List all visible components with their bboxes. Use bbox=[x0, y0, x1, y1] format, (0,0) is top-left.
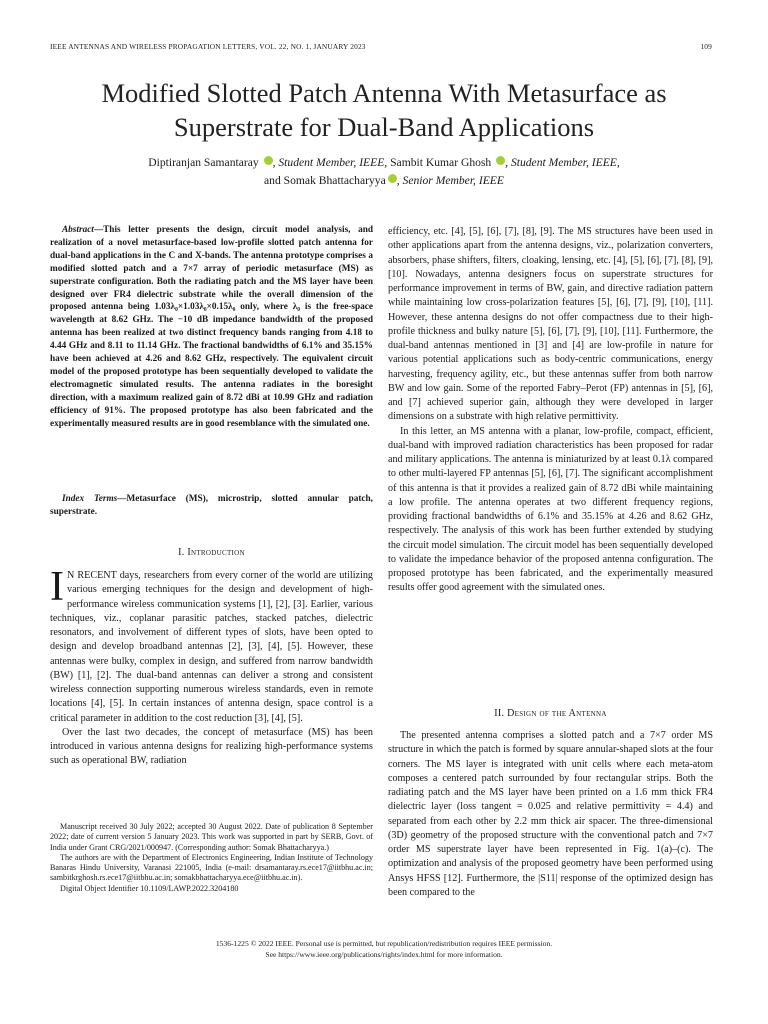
design-paragraph-1: The presented antenna comprises a slotted patch and a 7×7 order MS structure in which the patch is formed by square annular-shaped slots at the four corners. The MS layer is integrated with unit cells where each meta-atom composes a centered patch surrounded by four rectangular strips. Both the radiating patch and the MS layer have been printed on a 1.6 mm thick FR4 dielectric layer (loss tangent = 0.025 and relative permittivity = 4.4) and separated from each other by 2.2 mm thick air spacer. The three-dimensional (3D) geometry of the proposed structure with the conventional patch and 7×7 order MS superstrate layer have been represented in Fig. 1(a)–(c). The optimization and analysis of the proposed geometry have been performed using Ansys HFSS [12]. Furthermore, the |S11| response of the optimized design has been compared to the bbox=[388, 730, 713, 898]
section-title: Design of the Antenna bbox=[507, 708, 607, 719]
footnote-doi: Digital Object Identifier 10.1109/LAWP.2022.3204180 bbox=[60, 883, 239, 893]
orcid-icon[interactable] bbox=[264, 156, 273, 165]
footnote-manuscript: Manuscript received 30 July 2022; accepted 30 August 2022. Date of publication 8 September 2022; date of current version 5 January 2023. This work was supported in part by SERB, Govt. of India under Grant CRG/2021/000947. (Corresponding author: Somak Bhattacharyya.) bbox=[50, 822, 373, 852]
journal-name: IEEE ANTENNAS AND WIRELESS PROPAGATION LETTERS, VOL. 22, NO. 1, JANUARY 2023 bbox=[50, 42, 366, 51]
abstract-label: Abstract bbox=[62, 225, 94, 235]
footnote-affiliation: The authors are with the Department of Electronics Engineering, Indian Institute of Technology Banaras Hindu University, Varanasi 221005, India (e-mail: drsamantaray.rs.ece17@iitbhu.ac.in; sambitkrghosh.rs.ece17@iitbhu.ac.in; somakbhattacharyya.ece@iitbhu.ac.in). bbox=[50, 852, 373, 883]
section-heading-introduction bbox=[50, 546, 373, 560]
author-name-1: Diptiranjan Samantaray bbox=[148, 156, 259, 169]
author-name-3: and Somak Bhattacharyya bbox=[264, 174, 386, 187]
drop-cap: I bbox=[50, 564, 64, 610]
right-paragraph-1: efficiency, etc. [4], [5], [6], [7], [8], [9]. The MS structures have been used in other applications apart from the antenna designs, viz., polarization converters, absorbers, phase shifters, filters, cloaking, lensing, etc. [4], [5], [6], [7], [8], [9], [10]. Nowadays, antenna designers focus on superstrate structures for performance improvement in terms of BW, gain, and directive radiation pattern while maintaining low cross-polarization features [5], [6], [7], [9], [10], [11]. However, these antenna designs do not offer compactness due to their high-profile thickness and bulky nature [5], [6], [7], [9], [10], [11]. Furthermore, the dual-band antennas mentioned in [3] and [4] are low-profile in nature for various potential applications such as body-centric communications, energy harvesting, frequency agility, etc., but these antennas suffer from both narrow BW and low gain. Some of the reported Fabry–Perot (FP) antennas in [5], [6], and [7] achieved superior gain, although they were developed in larger dimensions on a substrate with high relative permittivity. bbox=[388, 226, 713, 423]
running-header bbox=[50, 42, 712, 56]
intro-paragraph-1: N RECENT days, researchers from every corner of the world are utilizing various emerging techniques for the design and development of high-performance wireless communication systems [1], [2], [3]. Earlier, various techniques, viz., coplanar parasitic patches, stacked patches, dielectric resonators, and involvement of different types of slots, have been opted to design and develop broadband antennas [2], [3], [4], [5]. However, these antennas were bulky, complex in design, and suffered from narrow bandwidth (BW) [1], [2]. The dual-band antennas can deliver a strong and consistent wireless connection supporting numerous wireless standards, even in remote locations [4], [5]. In certain instances of antenna design, space control is a critical parameter in addition to the cost reduction [3], [4], [5]. bbox=[50, 570, 373, 724]
author-role-2: , Student Member, IEEE, bbox=[505, 156, 620, 169]
section-heading-design bbox=[388, 707, 713, 721]
right-column-body bbox=[388, 225, 713, 596]
paper-title bbox=[40, 76, 728, 144]
right-paragraph-2: In this letter, an MS antenna with a planar, low-profile, compact, efficient, dual-band with improved radiation characteristics has been proposed for radar and military applications. The antenna is miniaturized by at least 0.1λ compared to other multi-layered FP antennas [5], [6], [7]. The significant accomplishment of this antenna is that it provides a realized gain of 8.72 dBi while maintaining a low profile. The antenna operates at two different frequency regions, providing fractional bandwidths of 6.1% and 35.15% at 4.26 and 8.62 GHz, respectively. The analysis of this work has been further extended by studying the circuit model simulation. The circuit model has been sequentially developed to validate the impedance behavior of the proposed antenna configuration. The proposed prototype has been fabricated, and the experimentally measured results offer good agreement with the simulated ones. bbox=[388, 425, 713, 594]
author-line-1 bbox=[40, 154, 728, 172]
author-list bbox=[40, 154, 728, 190]
intro-paragraph-2: Over the last two decades, the concept of metasurface (MS) has been introduced in various antenna designs for realizing high-performance systems such as operational BW, radiation bbox=[50, 726, 373, 767]
index-terms-text: Metasurface (MS), microstrip, slotted annular patch, superstrate. bbox=[50, 494, 373, 517]
section-number: I. bbox=[178, 547, 188, 558]
orcid-icon[interactable] bbox=[496, 156, 505, 165]
introduction-body bbox=[50, 564, 373, 769]
author-line-2 bbox=[40, 172, 728, 190]
author-role-3: , Senior Member, IEEE bbox=[396, 174, 504, 187]
abstract: Abstract—This letter presents the design, circuit model analysis, and realization of a novel metasurface-based low-profile slotted patch antenna for dual-band applications in the C and X-bands. The antenna prototype comprises a modified slotted patch and a 7×7 array of periodic metasurface (MS) as superstrate configuration. Both the radiating patch and the MS layer have been designed over FR4 dielectric substrate while the overall dimension of the proposed antenna being 1.03λ₀×1.03λ₀×0.15λ₀ only, where λ₀ is the free-space wavelength at 8.62 GHz. The −10 dB impedance bandwidth of the proposed antenna has been realized at two distinct frequency bands ranging from 4.18 to 4.44 GHz and 8.11 to 11.14 GHz. The fractional bandwidths of 6.1% and 35.15% have been achieved at 4.26 and 8.62 GHz, respectively. The equivalent circuit model of the proposed prototype has been sequentially developed to validate the electromagnetic simulated results. The antenna radiates in the boresight direction, with a maximum realized gain of 8.72 dBi at 10.99 GHz and radiation efficiency of 91%. The proposed prototype has also been fabricated and the experimentally measured results are in good resemblance with the simulated one. bbox=[50, 225, 373, 429]
abstract-text: This letter presents the design, circuit model analysis, and realization of a novel metasurface-based low-profile slotted patch antenna for dual-band applications in the C and X-bands. The antenna prototype comprises a modified slotted patch and a 7×7 array of periodic metasurface (MS) as superstrate configuration. Both the radiating patch and the MS layer have been designed over FR4 dielectric substrate while the overall dimension of the proposed antenna being 1.03λ₀×1.03λ₀×0.15λ₀ only, where λ₀ is the free-space wavelength at 8.62 GHz. The −10 dB impedance bandwidth of the proposed antenna has been realized at two distinct frequency bands ranging from 4.18 to 4.44 GHz and 8.11 to 11.14 GHz. The fractional bandwidths of 6.1% and 35.15% have been achieved at 4.26 and 8.62 GHz, respectively. The equivalent circuit model of the proposed prototype has been sequentially developed to validate the electromagnetic simulated results. The antenna radiates in the boresight direction, with a maximum realized gain of 8.72 dBi at 10.99 GHz and radiation efficiency of 91%. The proposed prototype has also been fabricated and the experimentally measured results are in good resemblance with the simulated one. bbox=[50, 225, 373, 429]
author-name-2: Sambit Kumar Ghosh bbox=[390, 156, 492, 169]
copyright-footer bbox=[60, 939, 708, 960]
rights-link-line[interactable]: See https://www.ieee.org/publications/rights/index.html for more information. bbox=[265, 949, 503, 959]
footnotes bbox=[50, 822, 373, 894]
orcid-icon[interactable] bbox=[388, 174, 397, 183]
author-role-1: , Student Member, IEEE, bbox=[272, 156, 388, 169]
copyright-line: 1536-1225 © 2022 IEEE. Personal use is permitted, but republication/redistribution requires IEEE permission. bbox=[215, 939, 553, 948]
design-body bbox=[388, 729, 713, 900]
index-terms-label: Index Terms bbox=[62, 494, 118, 504]
index-terms: Index Terms—Metasurface (MS), microstrip, slotted annular patch, superstrate. bbox=[50, 494, 373, 517]
title-line-1: Modified Slotted Patch Antenna With Metasurface as bbox=[101, 78, 667, 108]
section-title: Introduction bbox=[187, 547, 245, 558]
page-number: 109 bbox=[700, 42, 712, 51]
title-line-2: Superstrate for Dual-Band Applications bbox=[173, 112, 595, 142]
section-number: II. bbox=[494, 708, 508, 719]
